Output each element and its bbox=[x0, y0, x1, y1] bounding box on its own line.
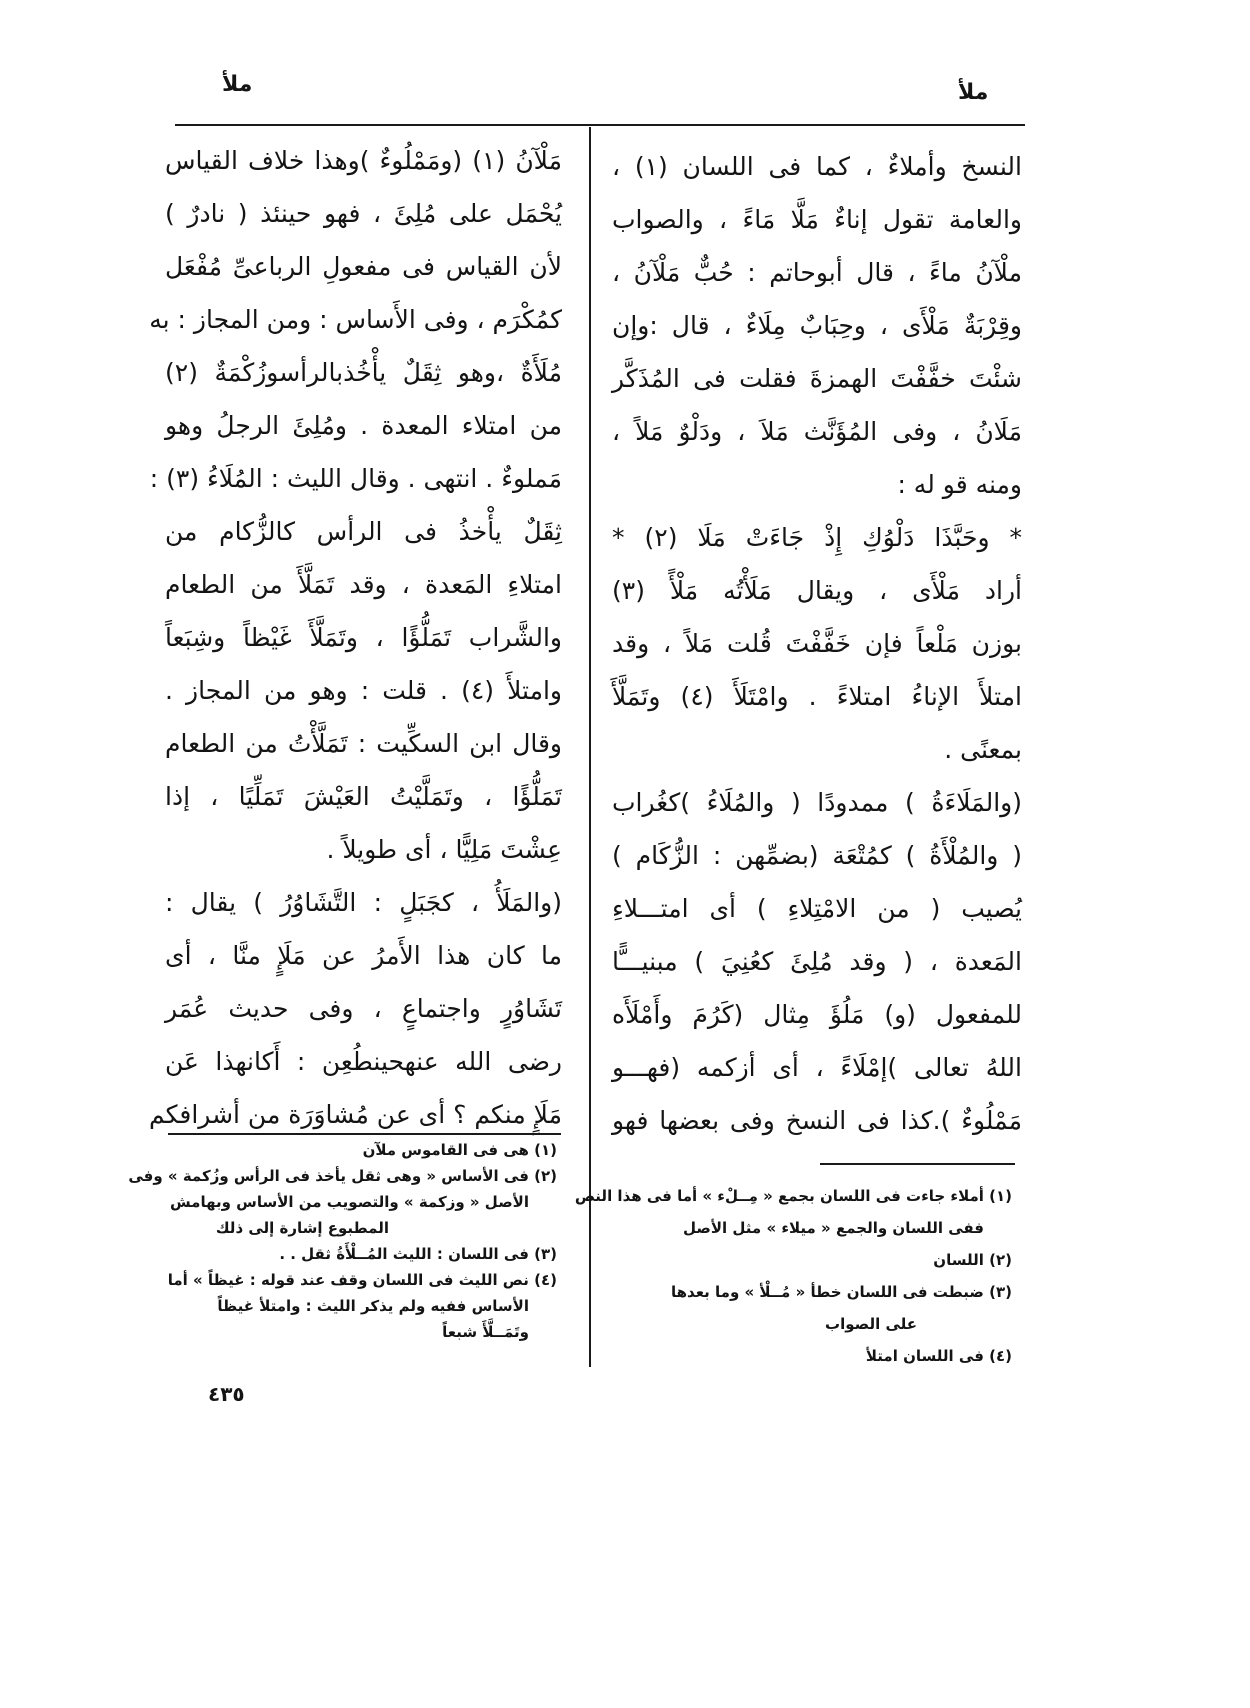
text-line: والشَّراب تَمَلُّؤًا ، وتَمَلَّأَ غَيْظاً وشِبَعاً bbox=[165, 623, 562, 652]
text-line: المَعدة ، ( وقد مُلِئَ كعُنِيَ ) مبنيـــًّا bbox=[612, 947, 1022, 976]
footnote-line: (٤) نص الليث فى اللسان وقف عند قوله : غيظاً » أما bbox=[167, 1271, 557, 1289]
text-line: مُلَأَةٌ ،وهو ثِقَلٌ يأْخُذبالرأسوزُكْمَةٌ (٢) bbox=[165, 358, 562, 387]
text-line: تَمَلُّؤًا ، وتَمَلَّيْتُ العَيْشَ تَمَلِّيًا ، إذا bbox=[165, 782, 562, 811]
footnote-line: (٣) فى اللسان : الليث المُــلْأَةُ ثقل . . bbox=[279, 1245, 557, 1263]
text-line: امتلاءِ المَعدة ، وقد تَمَلَّأَ من الطعام bbox=[165, 570, 562, 599]
text-line: ما كان هذا الأَمرُ عن مَلَإٍ منَّا ، أى bbox=[165, 941, 562, 970]
footnote-line: الأصل « وزكمة » والتصويب من الأساس وبهامش bbox=[169, 1193, 529, 1211]
text-line: ملْآنُ ماءً ، قال أبوحاتم : حُبٌّ مَلْآنُ ، bbox=[612, 258, 1022, 287]
running-header-right: ملأ bbox=[958, 80, 989, 105]
left-column bbox=[148, 134, 562, 1141]
page-number: ٤٣٥ bbox=[208, 1382, 245, 1406]
footnotes-right bbox=[574, 1180, 1012, 1372]
footnote-line: (٣) ضبطت فى اللسان خطأ « مُــلْأ » وما بعدها bbox=[671, 1283, 1012, 1301]
text-line: ثِقَلٌ يأْخذُ فى الرأس كالزُّكام من bbox=[165, 517, 562, 546]
text-line: وامتلأَ (٤) . قلت : وهو من المجاز . bbox=[165, 676, 562, 705]
text-line: النسخ وأملاءٌ ، كما فى اللسان (١) ، bbox=[612, 152, 1022, 181]
text-line: كمُكْرَم ، وفى الأَساس : ومن المجاز : به bbox=[149, 305, 562, 334]
footnote-line: (٢) فى الأساس « وهى ثقل يأخذ فى الرأس وزُكمة » وفى bbox=[128, 1167, 557, 1185]
footnote-separator-left bbox=[168, 1133, 561, 1135]
footnote-line: (٤) فى اللسان امتلأ bbox=[865, 1347, 1012, 1365]
text-line: عِشْتَ مَلِيًّا ، أى طويلاً . bbox=[326, 835, 562, 864]
footnote-line: (١) أملاء جاءت فى اللسان بجمع « مِــلْء » أما فى هذا النص bbox=[574, 1187, 1012, 1205]
text-line: وقِرْبَةٌ مَلْأَى ، وحِبَابٌ مِلَاءٌ ، قال :وإن bbox=[612, 311, 1022, 340]
text-line: والعامة تقول إناءٌ مَلَّا مَاءً ، والصواب bbox=[612, 205, 1022, 234]
running-header-left: ملأ bbox=[222, 72, 253, 97]
footnote-line: (١) هى فى القاموس ملآن bbox=[362, 1141, 557, 1159]
verse-line: * وحَبَّذَا دَلْوُكِ إِذْ جَاءَتْ مَلَا (٢) * bbox=[612, 523, 1023, 552]
footnote-line: الأساس ففيه ولم يذكر الليث : وامتلأ غيظاً bbox=[217, 1297, 529, 1315]
text-line: بمعنًى . bbox=[944, 735, 1022, 764]
header-rule bbox=[175, 124, 1025, 126]
text-line: (والمَلَاءَةُ ) ممدودًا ( والمُلَاءُ )كغُراب bbox=[612, 788, 1022, 817]
text-line: تَشَاوُرٍ واجتماعٍ ، وفى حديث عُمَر bbox=[165, 994, 562, 1023]
text-line: شئْتَ خفَّفْتَ الهمزةَ فقلت فى المُذَكَّر bbox=[612, 364, 1022, 393]
text-line: مَلْآنُ (١) (ومَمْلُوءٌ )وهذا خلاف القياس bbox=[165, 146, 562, 175]
text-line: مَمْلُوءٌ ).كذا فى النسخ وفى بعضها فهو bbox=[612, 1106, 1022, 1135]
text-line: (والمَلَأُ ، كجَبَلٍ : التَّشَاوُرُ ) يقال : bbox=[165, 888, 562, 917]
text-line: من امتلاء المعدة . ومُلِئَ الرجلُ وهو bbox=[165, 411, 562, 440]
text-line: يُحْمَل على مُلِئَ ، فهو حينئذ ( نادرٌ ) bbox=[165, 199, 562, 228]
text-line: مَلَانُ ، وفى المُؤَنَّث مَلاَ ، ودَلْوٌ مَلاً ، bbox=[612, 417, 1022, 446]
text-line: ومنه قو له : bbox=[897, 470, 1022, 499]
text-line: امتلأَ الإناءُ امتلاءً . وامْتَلَأَ (٤) وتَمَلَّأَ bbox=[612, 682, 1022, 711]
footnote-line: وتَمَــلَّأَ شبعاً bbox=[442, 1323, 529, 1341]
text-line: مَلَإٍ منكم ؟ أى عن مُشاوَرَة من أشرافكم bbox=[148, 1100, 562, 1129]
footnotes-left bbox=[128, 1137, 557, 1345]
text-line: ( والمُلْأَةُ ) كمُتْعَة (بضمِّهن : الزُّكَام ) bbox=[612, 841, 1022, 870]
right-column bbox=[612, 140, 1022, 1147]
text-line: يُصيب ( من الامْتِلاءِ ) أى امتـــلاءِ bbox=[612, 894, 1022, 923]
text-line: بوزن مَلْعاً فإن خَفَّفْتَ قُلت مَلاً ، وقد bbox=[612, 629, 1022, 658]
text-line: اللهُ تعالى )إمْلَاءً ، أى أزكمه (فهـــو bbox=[612, 1053, 1022, 1082]
text-line: وقال ابن السكِّيت : تَمَلَّأْتُ من الطعام bbox=[165, 729, 562, 758]
text-line: للمفعول (و) مَلُؤَ مِثال (كَرُمَ وأَمْلَأَه bbox=[612, 1000, 1022, 1029]
footnote-line: (٢) اللسان bbox=[933, 1251, 1012, 1269]
text-line: رضى الله عنهحينطُعِن : أَكانهذا عَن bbox=[165, 1047, 562, 1076]
footnote-line: المطبوع إشارة إلى ذلك bbox=[215, 1219, 389, 1237]
footnote-line: على الصواب bbox=[825, 1315, 917, 1333]
footnote-separator-right bbox=[820, 1163, 1015, 1165]
text-line: مَملوءٌ . انتهى . وقال الليث : المُلَاءُ (٣) : bbox=[149, 464, 562, 493]
footnote-line: ففى اللسان والجمع « ميلاء » مثل الأصل bbox=[683, 1219, 984, 1237]
text-line: لأن القياس فى مفعولِ الرباعىِّ مُفْعَل bbox=[165, 252, 562, 281]
text-line: أراد مَلْأَى ، ويقال مَلَأْتُه مَلْأً (٣) bbox=[612, 576, 1022, 605]
